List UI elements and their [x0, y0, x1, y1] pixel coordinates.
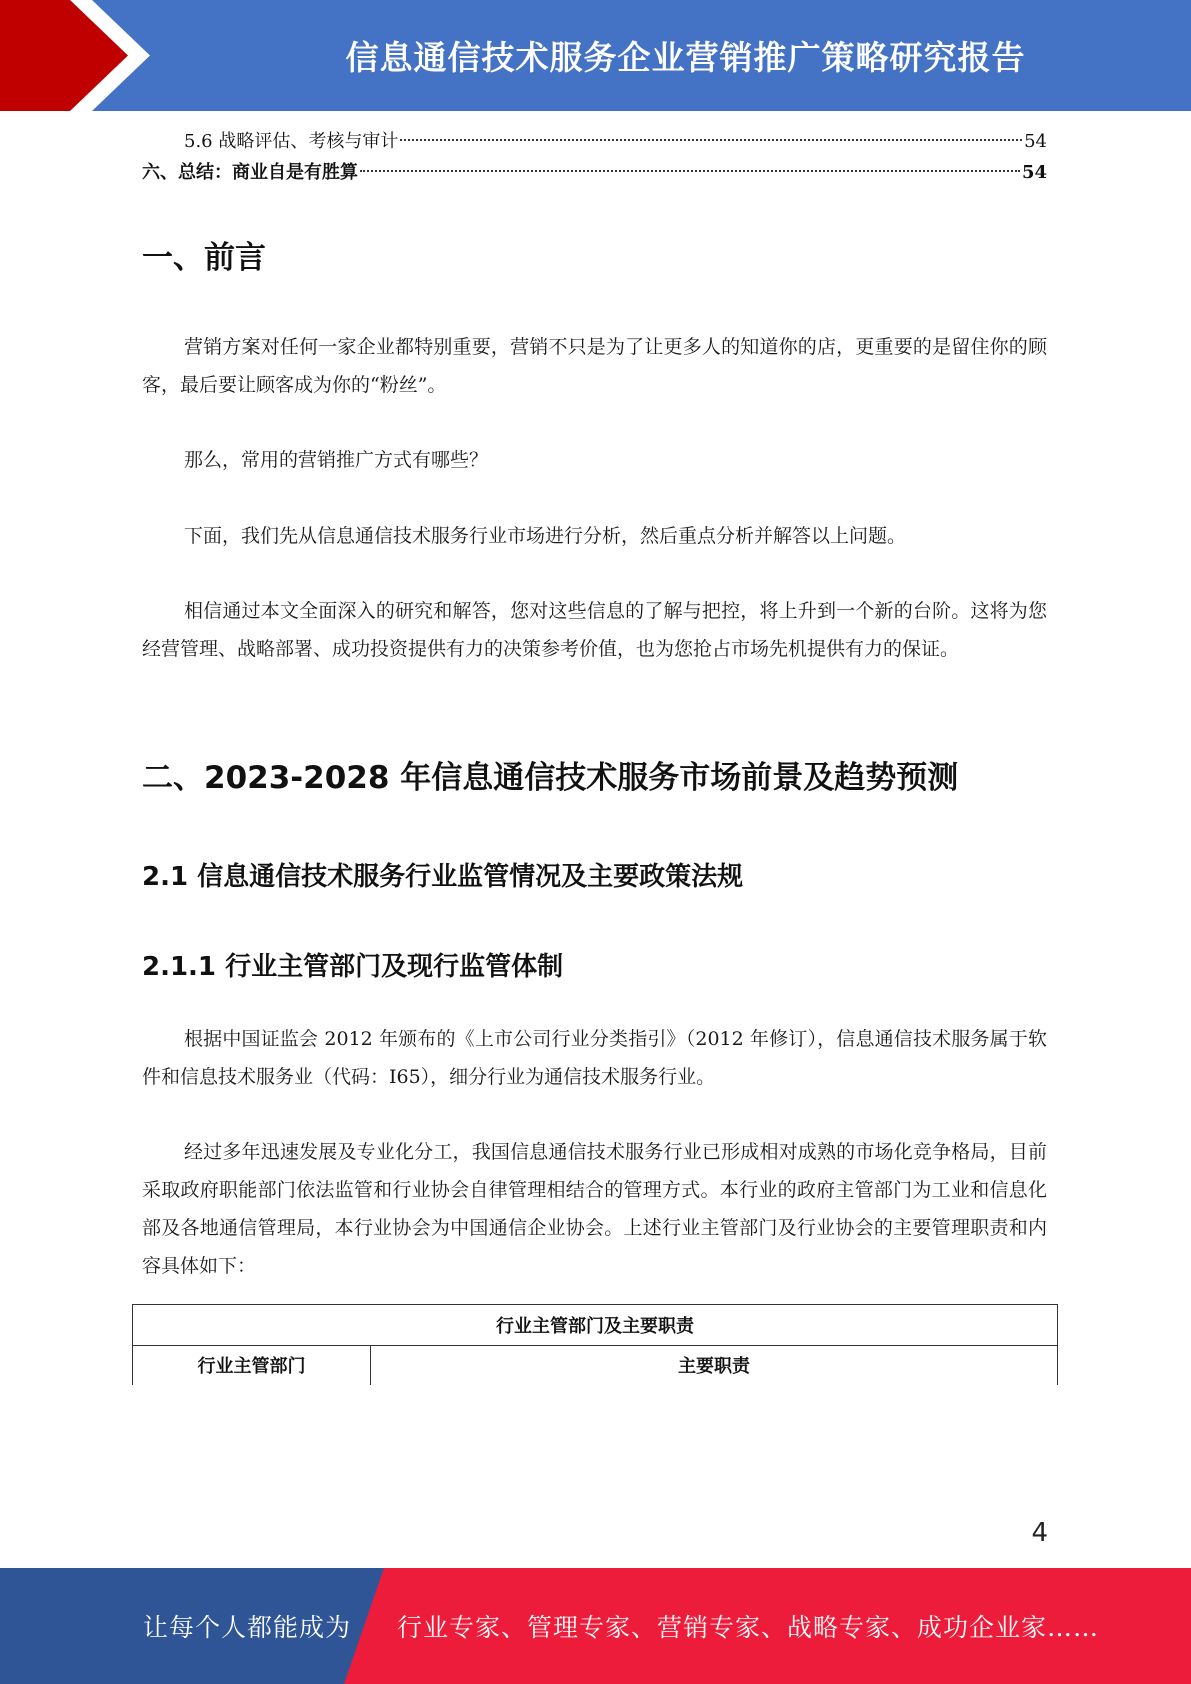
paragraph: 那么，常用的营销推广方式有哪些？	[184, 449, 489, 471]
paragraph: 经过多年迅速发展及专业化分工，我国信息通信技术服务行业已形成相对成熟的市场化竞争格局，目前采取政府职能部门依法监管和行业协会自律管理相结合的管理方式。本行业的政府主管部门为工业和信息化部及各地通信管理局，本行业协会为中国通信企业协会。上述行业主管部门及行业协会的主要管理职责和内容具体如下：	[142, 1141, 1047, 1277]
table-header-cell: 行业主管部门	[133, 1345, 371, 1385]
page-footer	[0, 1568, 1191, 1684]
page-number: 4	[1031, 1518, 1048, 1548]
footer-slogan-right: 行业专家、管理专家、营销专家、战略专家、成功企业家……	[397, 1613, 1100, 1642]
toc-entry[interactable]	[142, 157, 1047, 188]
paragraph: 根据中国证监会 2012 年颁布的《上市公司行业分类指引》（2012 年修订），信息通信技术服务属于软件和信息技术服务业（代码：I65），细分行业为通信技术服务行业。	[142, 1028, 1047, 1088]
table-of-contents	[142, 126, 1047, 188]
paragraph: 下面，我们先从信息通信技术服务行业市场进行分析，然后重点分析并解答以上问题。	[184, 525, 907, 547]
paragraph: 营销方案对任何一家企业都特别重要，营销不只是为了让更多人的知道你的店，更重要的是留住你的顾客，最后要让顾客成为你的“粉丝”。	[142, 336, 1047, 396]
toc-entry-label: 5.6 战略评估、考核与审计	[184, 131, 399, 152]
toc-entry[interactable]	[142, 126, 1047, 157]
report-title: 信息通信技术服务企业营销推广策略研究报告	[345, 38, 1026, 77]
page-header	[0, 0, 1191, 111]
toc-entry-page: 54	[1021, 162, 1047, 183]
subsubsection-heading: 2.1.1 行业主管部门及现行监管体制	[142, 952, 564, 982]
table-caption: 行业主管部门及主要职责	[132, 1304, 1058, 1346]
toc-leader-dots	[400, 139, 1022, 141]
footer-slogan-left: 让每个人都能成为	[143, 1613, 352, 1642]
paragraph: 相信通过本文全面深入的研究和解答，您对这些信息的了解与把控，将上升到一个新的台阶。这将为您经营管理、战略部署、成功投资提供有力的决策参考价值，也为您抢占市场先机提供有力的保证。	[142, 600, 1047, 660]
toc-entry-label: 六、总结：商业自是有胜算	[142, 162, 358, 183]
toc-leader-dots	[360, 170, 1020, 172]
table-header-cell: 主要职责	[678, 1356, 750, 1377]
section-heading-market-outlook: 二、2023-2028 年信息通信技术服务市场前景及趋势预测	[142, 760, 959, 796]
section-heading-preface: 一、前言	[142, 240, 266, 276]
header-chevron-decoration	[0, 0, 160, 111]
toc-entry-page: 54	[1024, 131, 1047, 152]
table-header-row	[132, 1345, 1058, 1385]
subsection-heading: 2.1 信息通信技术服务行业监管情况及主要政策法规	[142, 862, 744, 892]
